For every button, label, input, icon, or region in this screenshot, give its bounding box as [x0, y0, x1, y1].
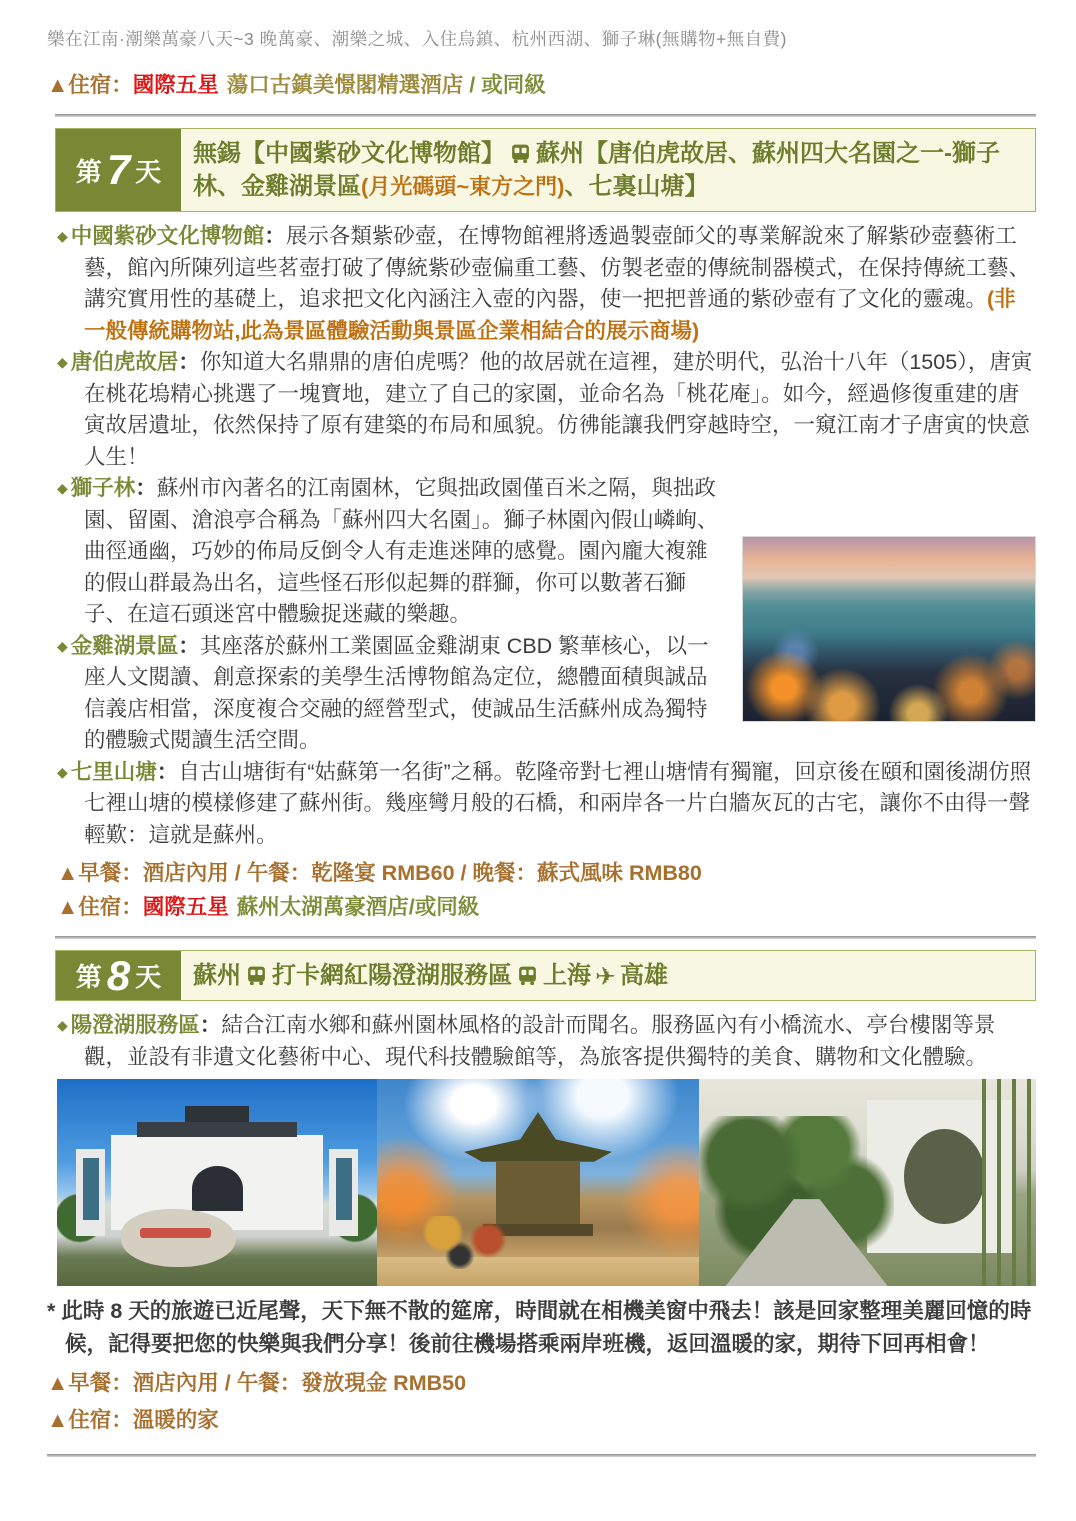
indoor-street-pavilion-photo: [377, 1079, 698, 1286]
day8-title-seg4: 高雄: [619, 962, 668, 989]
diamond-bullet-icon: ◆: [57, 354, 68, 370]
hotel-name: 蕩口古鎮美憬閣精選酒店: [226, 73, 464, 97]
lodging-prefix: ▲住宿：: [47, 73, 133, 97]
day8-content: [57, 1010, 1036, 1073]
section-divider: [55, 114, 1036, 117]
hotel-name: 蘇州太湖萬豪酒店/或同級: [236, 895, 480, 919]
bullet-body: 你知道大名鼎鼎的唐伯虎嗎？他的故居就在這裡，建於明代，弘治十八年（1505），唐寅在桃花塢精心挑選了一塊寶地，建立了自己的家園，並命名為「桃花庵」。如今，經過修復重建的唐寅故居遺址，依然保持了原有建築的布局和風貌。仿彿能讓我們穿越時空，一窺江南才子唐寅的快意人生！: [84, 350, 1033, 469]
day7-title-seg2: 蘇州【唐伯虎故居、蘇州四大名園之一-獅子林、金雞湖景區: [193, 140, 1000, 200]
day8-title-seg2: 打卡網紅陽澄湖服務區: [272, 962, 512, 989]
bus-icon: [510, 143, 531, 164]
day7-lodging-line: [57, 890, 1036, 921]
bullet-body: 展示各類紫砂壺，在博物館裡將透過製壺師父的專業解說來了解紫砂壺藝術工藝，館內所陳列這些茗壺打破了傳統紫砂壺偏重工藝、仿製老壺的傳統制器模式，在保持傳統工藝、講究實用性的基礎上，追求把文化內涵注入壺的內器，使一把把普通的紫砂壺有了文化的靈魂。: [84, 224, 1031, 311]
photo-decor-bamboo: [982, 1079, 1036, 1286]
bullet-ceramics-museum: [57, 221, 1036, 347]
diamond-bullet-icon: ◆: [57, 1017, 68, 1033]
day8-lodging-line: ▲住宿：溫暖的家: [47, 1408, 219, 1432]
day-prefix: 第: [75, 962, 102, 992]
day7-content: [57, 221, 1036, 921]
bullet-colon: ：: [264, 224, 286, 248]
day8-title-cell: [181, 951, 1035, 1000]
day8-photo-row: [57, 1079, 1036, 1286]
bullet-body: 結合江南水鄉和蘇州園林風格的設計而聞名。服務區內有小橋流水、亭台樓閣等景觀，並設有非遺文化藝術中心、現代科技體驗館等，為旅客提供獨特的美食、購物和文化體驗。: [84, 1013, 996, 1069]
bullet-body: 自古山塘街有“姑蘇第一名街”之稱。乾隆帝對七裡山塘情有獨寵，回京後在頤和園後湖仿照七裡山塘的模樣修建了蘇州街。幾座彎月般的石橋，和兩岸各一片白牆灰瓦的古宅，讓你不由得一聲輕歎：這就是蘇州。: [84, 759, 1032, 847]
bullet-label: 唐伯虎故居: [70, 350, 179, 374]
photo-decor-roof: [185, 1106, 249, 1123]
section-divider: [47, 1454, 1036, 1457]
day7-title: [193, 137, 1023, 203]
tour-title-note: 樂在江南·潮樂萬豪八天~3 晚萬豪、潮樂之城、入住烏鎮、杭州西湖、獅子琳(無購物+無自費): [47, 29, 788, 49]
bus-icon: [517, 965, 538, 986]
day-suffix: 天: [135, 156, 162, 187]
section-divider: [55, 936, 1036, 939]
day-suffix: 天: [135, 962, 162, 992]
day7-title-cell: [181, 129, 1035, 211]
day-number: 8: [106, 951, 131, 999]
day8-title-seg3: 上海: [543, 962, 591, 989]
diamond-bullet-icon: ◆: [57, 763, 68, 780]
day8-title-seg1: 蘇州: [193, 962, 241, 989]
photo-decor-window: [83, 1158, 99, 1220]
bullet-shantang-street: [57, 757, 1036, 852]
bullet-colon: ：: [156, 759, 179, 784]
bullet-label: 金雞湖景區: [70, 633, 179, 658]
service-area-gate-photo: [57, 1079, 377, 1286]
bullet-colon: ：: [178, 633, 200, 658]
bullet-tang-bohu-house: [57, 347, 1036, 473]
day8-header-box: [55, 950, 1036, 1001]
photo-decor-pavilion-roof: [464, 1112, 612, 1162]
day8-number-cell: [56, 951, 181, 1000]
bullet-orange-note: (非一般傳統購物站,此為景區體驗活動與景區企業相結合的展示商場): [84, 287, 1016, 343]
bullet-yangcheng-service-area: [57, 1010, 1036, 1073]
photo-decor-roof: [137, 1122, 297, 1136]
photo-decor-moon-gate: [904, 1129, 985, 1224]
day7-header-box: [55, 128, 1036, 212]
photo-decor-rock-inscription: [140, 1228, 210, 1238]
bullet-body: 其座落於蘇州工業園區金雞湖東 CBD 繁華核心，以一座人文閱讀、創意探索的美學生活博物館為定位，總體面積與誠品信義店相當，深度複合交融的經營型式，使誠品生活蘇州成為獨特的體驗式閱讀生活空間。: [84, 633, 709, 752]
bus-icon: [246, 965, 267, 986]
bullet-colon: ：: [178, 350, 200, 374]
hotel-alt-note: / 或同級: [463, 73, 546, 97]
bullet-label: 陽澄湖服務區: [70, 1013, 200, 1037]
diamond-bullet-icon: ◆: [57, 480, 68, 496]
garden-moon-gate-photo: [699, 1079, 1036, 1286]
day7-title-seg3: 、七裏山塘】: [564, 173, 709, 200]
lodging-line-top: [47, 68, 1036, 99]
bullet-colon: ：: [199, 1013, 222, 1037]
diamond-bullet-icon: ◆: [57, 637, 68, 654]
photo-decor-arch: [192, 1166, 243, 1212]
bullet-label: 中國紫砂文化博物館: [70, 224, 265, 248]
lodging-prefix: ▲住宿：: [57, 895, 143, 919]
bullet-label: 獅子林: [70, 476, 136, 500]
day7-meals-line: ▲早餐：酒店內用 / 午餐：乾隆宴 RMB60 / 晚餐：蘇式風味 RMB80: [57, 861, 702, 885]
plane-icon: ✈: [595, 963, 616, 991]
day8-meals-line: ▲早餐：酒店內用 / 午餐：發放現金 RMB50: [47, 1371, 467, 1395]
day-prefix: 第: [75, 156, 102, 187]
bullet-body: 蘇州市內著名的江南園林，它與拙政園僅百米之隔，與拙政園、留園、滄浪亭合稱為「蘇州四大名園」。獅子林園內假山嶙峋、曲徑通幽，巧妙的佈局反倒令人有走進迷陣的感覺。園內龐大複雜的假山群最為出名，這些怪石形似起舞的群獅，你可以數著石獅子、在這石頭迷宮中體驗捉迷藏的樂趣。: [84, 476, 719, 626]
photo-decor-window: [336, 1158, 352, 1220]
hotel-star-rating: 國際五星: [132, 73, 219, 97]
bullet-label: 七里山塘: [70, 759, 157, 784]
hotel-star-rating: 國際五星: [142, 895, 229, 919]
jinji-lake-photo: [742, 536, 1036, 722]
day7-number-cell: [56, 129, 181, 211]
day7-title-orange-note: (月光碼頭~東方之門): [361, 174, 565, 199]
photo-decor-rock: [121, 1209, 236, 1267]
photo-decor-people: [409, 1216, 521, 1270]
diamond-bullet-icon: ◆: [57, 228, 68, 244]
day8-title: [193, 959, 668, 992]
day7-title-seg1: 無錫【中國紫砂文化博物館】: [193, 140, 505, 167]
bullet-lion-grove-garden: [57, 473, 1036, 631]
day-number: 7: [106, 146, 131, 193]
bullet-colon: ：: [135, 476, 157, 500]
closing-paragraph: * 此時 8 天的旅遊已近尾聲，天下無不散的筵席，時間就在相機美窗中飛去！該是回家整理美麗回憶的時候，記得要把您的快樂與我們分享！後前往機場搭乘兩岸班機，返回溫暖的家，期待下回再相會！: [47, 1299, 1032, 1356]
